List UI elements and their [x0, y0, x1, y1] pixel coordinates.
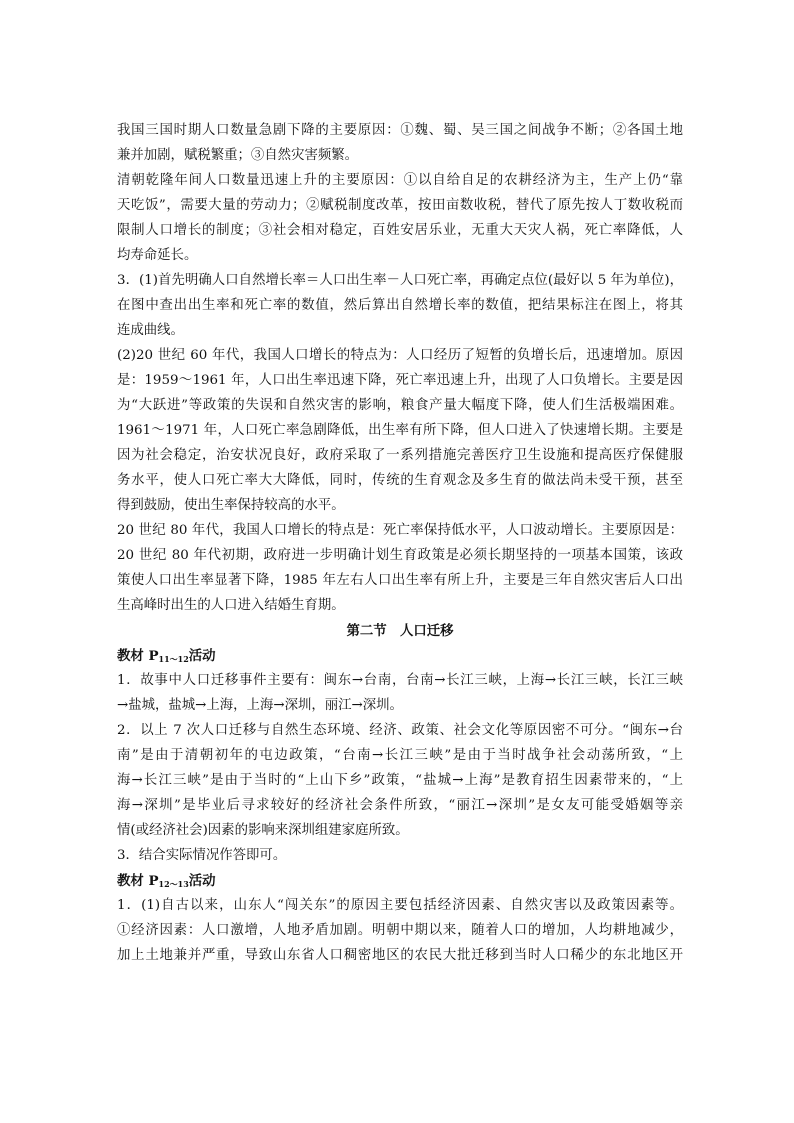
activity-label-pages: 11～12: [158, 654, 189, 664]
text-line: 是：1959～1961 年，人口出生率迅速下降，死亡率迅速上升，出现了人口负增长。主要是因: [117, 373, 683, 388]
text-line: 南”是由于清朝初年的屯边政策，“台南→长江三峡”是由于当时战争社会动荡所致，“上: [117, 748, 683, 763]
text-line: 1．(1)自古以来，山东人“闯关东”的原因主要包括经济因素、自然灾害以及政策因素等。: [117, 898, 683, 913]
text-line: →盐城，盐城→上海，上海→深圳，丽江→深圳。: [117, 698, 403, 713]
text-line: ①经济因素：人口激增，人地矛盾加剧。明朝中期以来，随着人口的增加，人均耕地减少，: [117, 923, 683, 938]
text-line: 连成曲线。: [117, 323, 184, 338]
text-line: 3．结合实际情况作答即可。: [117, 848, 287, 863]
text-line: 海→深圳”是毕业后寻求较好的经济社会条件所致，“丽江→深圳”是女友可能受婚姻等亲: [117, 798, 683, 813]
activity-label-pages: 12～13: [158, 879, 189, 889]
text-line: 2．以上 7 次人口迁移与自然生态环境、经济、政策、社会文化等原因密不可分。“闽东→台: [117, 723, 683, 738]
text-line: 海→长江三峡”是由于当时的“上山下乡”政策，“盐城→上海”是教育招生因素带来的，“上: [117, 773, 683, 788]
text-line: 兼并加剧，赋税繁重；③自然灾害频繁。: [117, 148, 359, 163]
text-line: 天吃饭”，需要大量的劳动力；②赋税制度改革，按田亩数收税，替代了原先按人丁数收税而: [117, 198, 683, 213]
text-line: (2)20 世纪 60 年代，我国人口增长的特点为：人口经历了短暂的负增长后，迅速增加。原因: [117, 348, 683, 363]
text-line: 生高峰时出生的人口进入结婚生育期。: [117, 598, 345, 613]
text-line: 3．(1)首先明确人口自然增长率＝人口出生率－人口死亡率，再确定点位(最好以 5 年为单位)，: [117, 273, 683, 288]
text-line: 我国三国时期人口数量急剧下降的主要原因：①魏、蜀、吴三国之间战争不断；②各国土地: [117, 123, 683, 138]
text-line: 1961～1971 年，人口死亡率急剧降低，出生率有所下降，但人口进入了快速增长期。主要是: [117, 423, 683, 438]
text-line: 20 世纪 80 年代，我国人口增长的特点是：死亡率保持低水平，人口波动增长。主要原因是：: [117, 523, 683, 538]
text-line: 务水平，使人口死亡率大大降低，同时，传统的生育观念及多生育的做法尚未受干预，甚至: [117, 473, 683, 488]
activity-label-prefix: 教材 P: [117, 648, 159, 664]
activity-label-suffix: 活动: [188, 648, 216, 664]
activity-label-suffix: 活动: [188, 873, 216, 889]
text-line: 1．故事中人口迁移事件主要有：闽东→台南，台南→长江三峡，上海→长江三峡，长江三峡: [117, 673, 683, 688]
text-line: 加上土地兼并严重，导致山东省人口稠密地区的农民大批迁移到当时人口稀少的东北地区开: [117, 948, 683, 963]
text-line: 均寿命延长。: [117, 248, 198, 263]
activity-label: [117, 646, 683, 669]
text-line: 因为社会稳定，治安状况良好，政府采取了一系列措施完善医疗卫生设施和提高医疗保健服: [117, 448, 683, 463]
activity-label: [117, 871, 683, 894]
text-line: 限制人口增长的制度；③社会相对稳定，百姓安居乐业，无重大天灾人祸，死亡率降低，人: [117, 223, 683, 238]
text-line: 得到鼓励，使出生率保持较高的水平。: [117, 498, 345, 513]
text-line: 情(或经济社会)因素的影响来深圳组建家庭所致。: [117, 823, 409, 838]
text-line: 在图中查出出生率和死亡率的数值，然后算出自然增长率的数值，把结果标注在图上，将其: [117, 298, 683, 313]
activity-label-prefix: 教材 P: [117, 873, 159, 889]
section-heading: 第二节 人口迁移: [346, 623, 454, 639]
text-line: 清朝乾隆年间人口数量迅速上升的主要原因：①以自给自足的农耕经济为主，生产上仍“靠: [117, 173, 683, 188]
text-line: 20 世纪 80 年代初期，政府进一步明确计划生育政策是必须长期坚持的一项基本国策，该政: [117, 548, 683, 563]
text-line: 策使人口出生率显著下降，1985 年左右人口出生率有所上升，主要是三年自然灾害后人口出: [117, 573, 683, 588]
text-line: 为“大跃进”等政策的失误和自然灾害的影响，粮食产量大幅度下降，使人们生活极端困难。: [117, 398, 683, 413]
